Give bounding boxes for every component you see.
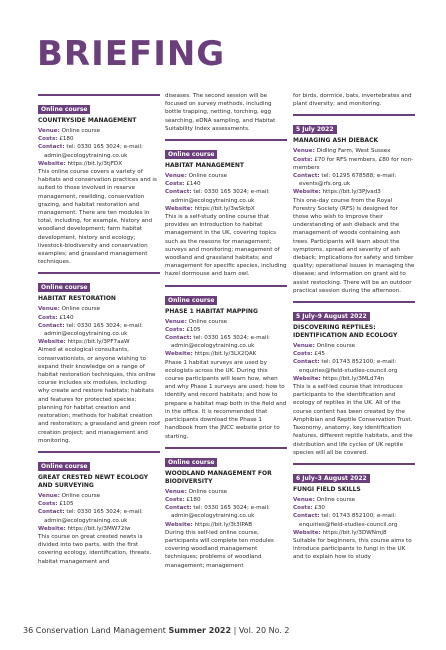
course-website[interactable] bbox=[38, 160, 160, 168]
label-website: Website: bbox=[293, 375, 321, 382]
contact-value: tel: 0330 165 3024; e-mail: bbox=[193, 189, 270, 196]
course-contact bbox=[38, 143, 160, 151]
volume: Vol. 20 No. 2 bbox=[238, 626, 290, 635]
label-costs: Costs: bbox=[293, 351, 313, 358]
label-website: Website: bbox=[38, 339, 66, 346]
contact-email[interactable]: admin@ecologytraining.co.uk bbox=[44, 331, 128, 338]
label-costs: Costs: bbox=[38, 501, 58, 508]
contact-email[interactable]: admin@ecologytraining.co.uk bbox=[44, 152, 128, 159]
costs-value: £70 for RFS members, £80 for non-members bbox=[293, 156, 414, 171]
course-block bbox=[165, 139, 287, 279]
label-venue: Venue: bbox=[38, 306, 60, 313]
separator: | bbox=[233, 626, 237, 635]
course-tag: 6 July–3 August 2022 bbox=[293, 474, 370, 483]
label-costs: Costs: bbox=[293, 156, 313, 163]
label-website: Website: bbox=[38, 160, 66, 167]
course-contact bbox=[165, 504, 287, 512]
magazine-name: Conservation Land Management bbox=[35, 626, 166, 635]
website-value[interactable]: https://bit.ly/3PJvad3 bbox=[322, 189, 381, 196]
section-rule bbox=[293, 301, 415, 303]
contact-value: tel: 0330 165 3024; e-mail: bbox=[193, 335, 270, 342]
course-contact bbox=[38, 508, 160, 516]
website-value[interactable]: https://bit.ly/3MW72lw bbox=[67, 525, 131, 532]
website-value[interactable]: https://bit.ly/3MLd74n bbox=[322, 375, 385, 382]
course-venue bbox=[165, 488, 287, 496]
section-rule bbox=[165, 139, 287, 141]
course-costs bbox=[165, 326, 287, 334]
column-2 bbox=[165, 92, 287, 576]
course-block bbox=[38, 272, 160, 444]
course-website[interactable] bbox=[165, 350, 287, 358]
course-heading: PHASE 1 HABITAT MAPPING bbox=[165, 307, 258, 315]
course-venue bbox=[293, 496, 415, 504]
label-venue: Venue: bbox=[165, 318, 187, 325]
label-website: Website: bbox=[165, 205, 193, 212]
label-contact: Contact: bbox=[165, 335, 192, 342]
label-costs: Costs: bbox=[38, 136, 58, 143]
venue-value: Didling Farm, West Sussex bbox=[316, 148, 391, 155]
venue-value: Online course bbox=[316, 343, 356, 350]
label-contact: Contact: bbox=[38, 322, 65, 329]
page-footer bbox=[23, 626, 290, 635]
course-tag: Online course bbox=[165, 296, 217, 305]
course-costs bbox=[293, 156, 415, 172]
course-block bbox=[293, 114, 415, 295]
course-description: This online course covers a variety of habitats and conservation practices and is suited to those involved in reserve management, rewilding, conservation grazing, and habitat restoration and management. There are ten modules in total, including, for example, history and woodland development; farm habitat development, history and ecology; livestock-biodiversity and conservation examples; and grassland management techniques. bbox=[38, 169, 157, 266]
course-description: This is a self-study online course that provides an introduction to habitat management in the UK, covering topics such as the reasons for management; surveys and monitoring; management of woodland and grassland habitats; and management for specific species, including hazel dormouse and barn owl. bbox=[165, 214, 287, 278]
course-venue bbox=[38, 305, 160, 313]
page-title: BRIEFING bbox=[37, 34, 226, 74]
label-venue: Venue: bbox=[293, 148, 315, 155]
label-contact: Contact: bbox=[38, 509, 65, 516]
course-block bbox=[38, 94, 160, 266]
course-costs bbox=[38, 135, 160, 143]
course-website[interactable] bbox=[38, 338, 160, 346]
section-rule bbox=[293, 114, 415, 116]
course-description: This course on great crested newts is divided into two parts, with the first covering ecology, identification, threats, habitat management and bbox=[38, 533, 152, 565]
contact-email[interactable]: enquiries@field-studies-council.org bbox=[299, 367, 398, 374]
label-contact: Contact: bbox=[165, 505, 192, 512]
label-venue: Venue: bbox=[38, 128, 60, 134]
contact-email[interactable]: admin@ecologytraining.co.uk bbox=[171, 197, 255, 204]
course-venue bbox=[38, 492, 160, 500]
contact-value: tel: 01743 852100; e-mail: bbox=[321, 359, 397, 366]
course-heading: HABITAT MANAGEMENT bbox=[165, 162, 244, 170]
course-contact bbox=[293, 358, 415, 366]
column-3 bbox=[293, 92, 415, 568]
course-block bbox=[165, 447, 287, 570]
costs-value: £140 bbox=[186, 181, 201, 188]
section-rule bbox=[38, 94, 160, 96]
venue-value: Online course bbox=[61, 492, 101, 499]
website-value[interactable]: https://bit.ly/3LX2QAK bbox=[194, 351, 257, 358]
course-costs bbox=[38, 314, 160, 322]
contact-value: tel: 0330 165 3024; e-mail: bbox=[66, 509, 143, 516]
course-heading: MANAGING ASH DIEBACK bbox=[293, 137, 379, 145]
course-heading: FUNGI FIELD SKILLS bbox=[293, 485, 361, 493]
course-block bbox=[293, 463, 415, 562]
course-website[interactable] bbox=[293, 375, 415, 383]
label-costs: Costs: bbox=[165, 326, 185, 333]
course-description: diseases. The second session will be focused on survey methods, including bottle trapping, netting, torching, egg searching, eDNA sampling, and Habitat Suitability Index assessments. bbox=[165, 93, 276, 132]
contact-value: tel: 0330 165 3024; e-mail: bbox=[193, 505, 270, 512]
course-website[interactable] bbox=[293, 529, 415, 537]
course-tag: Online course bbox=[165, 150, 217, 159]
website-value[interactable]: https://bit.ly/3PF7aaW bbox=[67, 339, 130, 346]
issue: Summer 2022 bbox=[168, 626, 232, 635]
website-value[interactable]: https://bit.ly/3t3IPAB bbox=[194, 521, 253, 528]
course-venue bbox=[293, 147, 415, 155]
course-description: This one-day course from the Royal Forestry Society (RFS) is designed for those who wish to improve their understanding of ash dieback and the management of woods containing ash trees. Participants will learn about the symptoms, spread and severity of ash dieback; implications for safety and timber quality; operational issues in managing the disease; and information on grant aid to assist restocking. There will be an outdoor practical session during the afternoon. bbox=[293, 197, 415, 294]
costs-value: £105 bbox=[186, 326, 201, 333]
course-heading: GREAT CRESTED NEWT ECOLOGY AND SURVEYING bbox=[38, 473, 149, 489]
course-description: Phase 1 habitat surveys are used by ecologists across the UK. During this course participants will learn how, when and why Phase 1 surveys are used; how to identify and record habitats; and how to prepare a habitat map both in the field and in the office. It is recommended that participants download the Phase 1 handbook from the JNCC website prior to starting. bbox=[165, 359, 287, 440]
course-costs bbox=[165, 496, 287, 504]
course-tag: Online course bbox=[38, 283, 90, 292]
label-website: Website: bbox=[38, 525, 66, 532]
label-contact: Contact: bbox=[293, 173, 320, 180]
course-tag: 5 July–9 August 2022 bbox=[293, 312, 370, 321]
course-description: This is a self-led course that introduces participants to the identification and ecology of reptiles in the UK. All of the course content has been created by the Amphibian and Reptile Conservation Trust. Taxonomy, anatomy, key identification features, different reptile habitats, and the distribution and life cycles of UK reptile species will all be covered. bbox=[293, 384, 413, 456]
section-rule bbox=[38, 272, 160, 274]
venue-value: Online course bbox=[61, 306, 101, 313]
venue-value: Online course bbox=[61, 128, 101, 134]
course-website[interactable] bbox=[38, 525, 160, 533]
course-costs bbox=[165, 180, 287, 188]
course-description: During this self-led online course, participants will complete ten modules covering woodland management techniques; problems of woodland management; management bbox=[165, 529, 274, 569]
label-contact: Contact: bbox=[293, 513, 320, 520]
venue-value: Online course bbox=[188, 488, 228, 495]
contact-email[interactable]: admin@ecologytraining.co.uk bbox=[171, 513, 255, 520]
website-value[interactable]: https://bit.ly/3wSkfpX bbox=[194, 205, 255, 212]
course-costs bbox=[38, 500, 160, 508]
course-contact bbox=[293, 512, 415, 520]
contact-email[interactable]: events@rfs.org.uk bbox=[299, 181, 351, 188]
costs-value: £180 bbox=[186, 496, 201, 503]
label-costs: Costs: bbox=[38, 314, 58, 321]
label-website: Website: bbox=[293, 189, 321, 196]
column-1 bbox=[38, 92, 160, 572]
course-block bbox=[38, 451, 160, 566]
course-heading: DISCOVERING REPTILES: IDENTIFICATION AND ECOLOGY bbox=[293, 324, 398, 340]
course-block bbox=[293, 92, 415, 108]
course-tag: Online course bbox=[38, 462, 90, 471]
label-venue: Venue: bbox=[293, 343, 315, 350]
costs-value: £45 bbox=[314, 351, 325, 358]
course-costs bbox=[293, 350, 415, 358]
course-block bbox=[293, 301, 415, 457]
course-tag: Online course bbox=[38, 105, 90, 114]
label-venue: Venue: bbox=[293, 496, 315, 503]
course-venue bbox=[165, 172, 287, 180]
contact-value: tel: 0330 165 3024; e-mail: bbox=[66, 144, 143, 151]
costs-value: £180 bbox=[59, 136, 74, 143]
label-contact: Contact: bbox=[293, 359, 320, 366]
label-website: Website: bbox=[165, 351, 193, 358]
course-description: Aimed at ecological consultants, conservationists, or anyone wishing to expand their knowledge on a range of habitat restoration techniques, this online course includes six modules, including: why create and restore habitats; habitats and features for protected species; planning for habitat creation and restoration; methods for habitat creation and restoration; a grassland and green roof creation project; and management and monitoring. bbox=[38, 347, 160, 444]
contact-value: tel: 0330 165 3024; e-mail: bbox=[66, 322, 143, 329]
course-tag: Online course bbox=[165, 458, 217, 467]
label-venue: Venue: bbox=[38, 492, 60, 499]
contact-email[interactable]: admin@ecologytraining.co.uk bbox=[44, 517, 128, 524]
website-value[interactable]: https://bit.ly/3tjFDX bbox=[67, 160, 123, 167]
course-block bbox=[165, 92, 287, 133]
label-venue: Venue: bbox=[165, 173, 187, 180]
course-website[interactable] bbox=[165, 205, 287, 213]
contact-email[interactable]: enquiries@field-studies-council.org bbox=[299, 521, 398, 528]
label-costs: Costs: bbox=[165, 496, 185, 503]
page-number: 36 bbox=[23, 626, 34, 635]
label-website: Website: bbox=[293, 529, 321, 536]
course-tag: 5 July 2022 bbox=[293, 125, 337, 134]
label-costs: Costs: bbox=[293, 505, 313, 512]
course-heading: HABITAT RESTORATION bbox=[38, 295, 116, 303]
course-website[interactable] bbox=[293, 188, 415, 196]
label-costs: Costs: bbox=[165, 181, 185, 188]
venue-value: Online course bbox=[188, 173, 228, 180]
course-costs bbox=[293, 504, 415, 512]
course-block bbox=[165, 285, 287, 441]
contact-email[interactable]: admin@ecologytraining.co.uk bbox=[171, 343, 255, 350]
costs-value: £140 bbox=[59, 314, 74, 321]
costs-value: £105 bbox=[59, 501, 74, 508]
section-rule bbox=[165, 285, 287, 287]
section-rule bbox=[165, 447, 287, 449]
website-value[interactable]: https://bit.ly/3DWNmj8 bbox=[322, 529, 387, 536]
label-contact: Contact: bbox=[165, 189, 192, 196]
course-description: Suitable for beginners, this course aims to introduce participants to fungi in the UK and to explain how to study bbox=[293, 537, 412, 561]
label-contact: Contact: bbox=[38, 144, 65, 151]
costs-value: £30 bbox=[314, 505, 325, 512]
course-venue bbox=[165, 318, 287, 326]
course-contact bbox=[165, 188, 287, 196]
contact-value: tel: 01295 678588; e-mail: bbox=[321, 173, 397, 180]
contact-value: tel: 01743 852100; e-mail: bbox=[321, 513, 397, 520]
course-heading: WOODLAND MANAGEMENT FOR BIODIVERSITY bbox=[165, 469, 272, 485]
course-description: for birds, dormice, bats, invertebrates and plant diversity; and monitoring. bbox=[293, 93, 412, 108]
course-heading: COUNTRYSIDE MANAGEMENT bbox=[38, 117, 137, 124]
course-contact bbox=[165, 334, 287, 342]
venue-value: Online course bbox=[188, 318, 228, 325]
label-website: Website: bbox=[165, 521, 193, 528]
section-rule bbox=[293, 463, 415, 465]
course-venue bbox=[293, 342, 415, 350]
label-venue: Venue: bbox=[165, 488, 187, 495]
course-contact bbox=[293, 172, 415, 180]
section-rule bbox=[38, 451, 160, 453]
course-venue bbox=[38, 127, 160, 135]
course-contact bbox=[38, 322, 160, 330]
course-website[interactable] bbox=[165, 521, 287, 529]
venue-value: Online course bbox=[316, 496, 356, 503]
